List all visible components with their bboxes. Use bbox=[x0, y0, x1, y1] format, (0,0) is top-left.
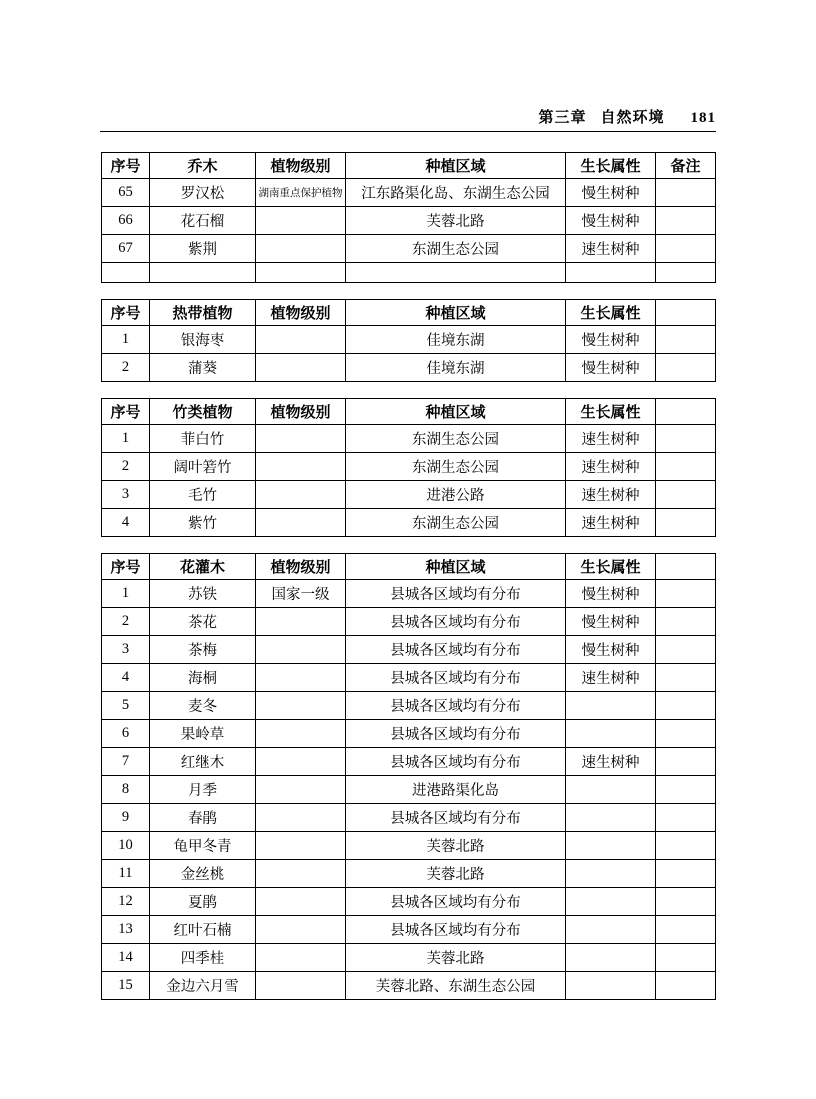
table-cell bbox=[656, 425, 716, 453]
table-cell: 速生树种 bbox=[566, 664, 656, 692]
table-cell bbox=[256, 692, 346, 720]
table-cell bbox=[656, 776, 716, 804]
table-cell: 芙蓉北路、东湖生态公园 bbox=[346, 972, 566, 1000]
table-cell: 县城各区域均有分布 bbox=[346, 636, 566, 664]
table-cell bbox=[656, 832, 716, 860]
table-cell bbox=[566, 720, 656, 748]
table-cell bbox=[256, 860, 346, 888]
table-cell: 2 bbox=[102, 453, 150, 481]
table-row bbox=[102, 804, 716, 832]
header-row bbox=[102, 399, 716, 425]
column-header: 生长属性 bbox=[566, 153, 656, 179]
table-row bbox=[102, 916, 716, 944]
table-cell: 速生树种 bbox=[566, 481, 656, 509]
table-cell: 果岭草 bbox=[150, 720, 256, 748]
table-cell: 东湖生态公园 bbox=[346, 453, 566, 481]
table-cell bbox=[256, 776, 346, 804]
table-cell: 紫荆 bbox=[150, 235, 256, 263]
table-cell: 66 bbox=[102, 207, 150, 235]
table-cell: 慢生树种 bbox=[566, 608, 656, 636]
table-cell: 2 bbox=[102, 354, 150, 382]
column-header: 序号 bbox=[102, 399, 150, 425]
column-header: 备注 bbox=[656, 153, 716, 179]
column-header: 植物级别 bbox=[256, 399, 346, 425]
column-header: 序号 bbox=[102, 153, 150, 179]
table-cell bbox=[566, 860, 656, 888]
table-cell: 6 bbox=[102, 720, 150, 748]
table-row bbox=[102, 481, 716, 509]
table-cell: 春鹃 bbox=[150, 804, 256, 832]
table-cell bbox=[656, 453, 716, 481]
table-cell bbox=[256, 207, 346, 235]
table-cell: 进港路渠化岛 bbox=[346, 776, 566, 804]
table-cell bbox=[656, 263, 716, 283]
table-cell: 芙蓉北路 bbox=[346, 860, 566, 888]
table-cell: 夏鹃 bbox=[150, 888, 256, 916]
table-cell bbox=[566, 832, 656, 860]
table-cell bbox=[566, 944, 656, 972]
table-cell bbox=[256, 888, 346, 916]
table-cell: 红叶石楠 bbox=[150, 916, 256, 944]
table-cell bbox=[566, 804, 656, 832]
table-row bbox=[102, 453, 716, 481]
table-cell: 9 bbox=[102, 804, 150, 832]
table-row bbox=[102, 263, 716, 283]
table-cell: 速生树种 bbox=[566, 509, 656, 537]
table-cell bbox=[566, 263, 656, 283]
table-cell: 1 bbox=[102, 425, 150, 453]
table-cell: 3 bbox=[102, 636, 150, 664]
table-cell: 四季桂 bbox=[150, 944, 256, 972]
table-cell: 茶梅 bbox=[150, 636, 256, 664]
table-row bbox=[102, 207, 716, 235]
table-cell: 县城各区域均有分布 bbox=[346, 692, 566, 720]
column-header: 植物级别 bbox=[256, 554, 346, 580]
column-header: 序号 bbox=[102, 300, 150, 326]
column-header: 植物级别 bbox=[256, 153, 346, 179]
table-cell bbox=[256, 509, 346, 537]
table-cell: 龟甲冬青 bbox=[150, 832, 256, 860]
table-cell: 10 bbox=[102, 832, 150, 860]
table-cell: 12 bbox=[102, 888, 150, 916]
table-row bbox=[102, 888, 716, 916]
table-cell bbox=[256, 263, 346, 283]
table-cell bbox=[656, 580, 716, 608]
table-row bbox=[102, 748, 716, 776]
header-row bbox=[102, 300, 716, 326]
table-row bbox=[102, 608, 716, 636]
table-cell: 慢生树种 bbox=[566, 326, 656, 354]
table-cell: 麦冬 bbox=[150, 692, 256, 720]
table-cell bbox=[256, 354, 346, 382]
table-cell: 佳境东湖 bbox=[346, 326, 566, 354]
table-cell: 毛竹 bbox=[150, 481, 256, 509]
table-cell bbox=[566, 888, 656, 916]
table-cell bbox=[256, 748, 346, 776]
table-cell: 紫竹 bbox=[150, 509, 256, 537]
column-header: 热带植物 bbox=[150, 300, 256, 326]
table-cell: 县城各区域均有分布 bbox=[346, 916, 566, 944]
table-cell bbox=[566, 776, 656, 804]
table-cell: 东湖生态公园 bbox=[346, 235, 566, 263]
table-cell: 县城各区域均有分布 bbox=[346, 580, 566, 608]
plant-table-2 bbox=[101, 398, 716, 537]
column-header bbox=[656, 554, 716, 580]
table-cell bbox=[256, 481, 346, 509]
column-header: 种植区域 bbox=[346, 554, 566, 580]
table-cell: 5 bbox=[102, 692, 150, 720]
table-cell: 1 bbox=[102, 580, 150, 608]
page-number: 181 bbox=[690, 110, 716, 126]
table-cell: 蒲葵 bbox=[150, 354, 256, 382]
table-cell bbox=[256, 944, 346, 972]
table-cell bbox=[150, 263, 256, 283]
table-cell: 慢生树种 bbox=[566, 179, 656, 207]
table-row bbox=[102, 860, 716, 888]
column-header: 生长属性 bbox=[566, 300, 656, 326]
table-cell: 苏铁 bbox=[150, 580, 256, 608]
table-cell: 4 bbox=[102, 664, 150, 692]
table-cell: 湖南重点保护植物 bbox=[256, 179, 346, 207]
table-cell bbox=[656, 720, 716, 748]
table-cell bbox=[256, 916, 346, 944]
table-row bbox=[102, 425, 716, 453]
table-cell bbox=[256, 425, 346, 453]
table-cell: 县城各区域均有分布 bbox=[346, 888, 566, 916]
tables-container bbox=[101, 152, 715, 1016]
table-cell: 县城各区域均有分布 bbox=[346, 804, 566, 832]
table-cell bbox=[656, 748, 716, 776]
table-cell: 县城各区域均有分布 bbox=[346, 720, 566, 748]
plant-table-1 bbox=[101, 299, 716, 382]
table-cell bbox=[346, 263, 566, 283]
table-cell bbox=[256, 972, 346, 1000]
table-cell bbox=[656, 179, 716, 207]
table-cell bbox=[102, 263, 150, 283]
table-cell bbox=[656, 509, 716, 537]
table-cell: 速生树种 bbox=[566, 235, 656, 263]
table-cell bbox=[256, 453, 346, 481]
column-header: 种植区域 bbox=[346, 300, 566, 326]
table-cell bbox=[256, 235, 346, 263]
table-cell: 慢生树种 bbox=[566, 207, 656, 235]
table-row bbox=[102, 972, 716, 1000]
plant-table-0 bbox=[101, 152, 716, 283]
table-cell: 茶花 bbox=[150, 608, 256, 636]
table-cell bbox=[656, 664, 716, 692]
table-row bbox=[102, 509, 716, 537]
table-cell: 芙蓉北路 bbox=[346, 832, 566, 860]
header-rule bbox=[100, 131, 716, 132]
table-cell bbox=[256, 608, 346, 636]
table-cell: 速生树种 bbox=[566, 748, 656, 776]
table-cell: 菲白竹 bbox=[150, 425, 256, 453]
table-cell bbox=[656, 481, 716, 509]
table-cell bbox=[256, 832, 346, 860]
table-cell: 金边六月雪 bbox=[150, 972, 256, 1000]
table-row bbox=[102, 354, 716, 382]
header-row bbox=[102, 153, 716, 179]
table-cell bbox=[656, 608, 716, 636]
table-cell bbox=[656, 972, 716, 1000]
table-cell: 县城各区域均有分布 bbox=[346, 664, 566, 692]
table-cell: 7 bbox=[102, 748, 150, 776]
column-header: 序号 bbox=[102, 554, 150, 580]
table-cell bbox=[656, 944, 716, 972]
page-header bbox=[100, 106, 716, 127]
chapter-title: 自然环境 bbox=[600, 110, 665, 126]
table-cell bbox=[256, 720, 346, 748]
table-cell bbox=[566, 692, 656, 720]
table-row bbox=[102, 326, 716, 354]
column-header bbox=[656, 300, 716, 326]
table-cell: 芙蓉北路 bbox=[346, 207, 566, 235]
table-cell bbox=[256, 804, 346, 832]
column-header: 种植区域 bbox=[346, 153, 566, 179]
table-cell: 红继木 bbox=[150, 748, 256, 776]
column-header: 生长属性 bbox=[566, 399, 656, 425]
table-cell: 65 bbox=[102, 179, 150, 207]
table-cell: 罗汉松 bbox=[150, 179, 256, 207]
column-header: 生长属性 bbox=[566, 554, 656, 580]
table-row bbox=[102, 179, 716, 207]
table-cell bbox=[256, 664, 346, 692]
table-cell: 县城各区域均有分布 bbox=[346, 748, 566, 776]
table-cell bbox=[566, 972, 656, 1000]
table-cell: 1 bbox=[102, 326, 150, 354]
table-cell: 银海枣 bbox=[150, 326, 256, 354]
column-header: 竹类植物 bbox=[150, 399, 256, 425]
table-cell: 慢生树种 bbox=[566, 580, 656, 608]
table-cell: 阔叶箬竹 bbox=[150, 453, 256, 481]
table-cell: 县城各区域均有分布 bbox=[346, 608, 566, 636]
table-row bbox=[102, 720, 716, 748]
table-cell: 速生树种 bbox=[566, 425, 656, 453]
table-cell bbox=[656, 916, 716, 944]
table-cell: 13 bbox=[102, 916, 150, 944]
table-cell bbox=[656, 804, 716, 832]
table-cell: 东湖生态公园 bbox=[346, 509, 566, 537]
table-cell bbox=[656, 207, 716, 235]
table-cell: 月季 bbox=[150, 776, 256, 804]
table-cell bbox=[656, 692, 716, 720]
table-cell: 14 bbox=[102, 944, 150, 972]
table-row bbox=[102, 235, 716, 263]
table-cell: 2 bbox=[102, 608, 150, 636]
table-cell bbox=[656, 860, 716, 888]
table-cell bbox=[256, 636, 346, 664]
table-cell bbox=[656, 235, 716, 263]
column-header: 乔木 bbox=[150, 153, 256, 179]
table-cell: 金丝桃 bbox=[150, 860, 256, 888]
table-cell: 花石榴 bbox=[150, 207, 256, 235]
table-cell: 15 bbox=[102, 972, 150, 1000]
table-cell: 慢生树种 bbox=[566, 354, 656, 382]
table-cell bbox=[566, 916, 656, 944]
table-row bbox=[102, 776, 716, 804]
table-cell bbox=[656, 326, 716, 354]
table-cell: 67 bbox=[102, 235, 150, 263]
column-header: 植物级别 bbox=[256, 300, 346, 326]
table-cell: 速生树种 bbox=[566, 453, 656, 481]
table-row bbox=[102, 692, 716, 720]
table-row bbox=[102, 944, 716, 972]
table-cell: 国家一级 bbox=[256, 580, 346, 608]
table-cell: 8 bbox=[102, 776, 150, 804]
table-cell: 慢生树种 bbox=[566, 636, 656, 664]
table-row bbox=[102, 580, 716, 608]
column-header bbox=[656, 399, 716, 425]
column-header: 种植区域 bbox=[346, 399, 566, 425]
table-cell: 江东路渠化岛、东湖生态公园 bbox=[346, 179, 566, 207]
table-cell: 11 bbox=[102, 860, 150, 888]
table-cell bbox=[656, 636, 716, 664]
table-cell: 芙蓉北路 bbox=[346, 944, 566, 972]
table-cell bbox=[656, 354, 716, 382]
table-cell: 佳境东湖 bbox=[346, 354, 566, 382]
table-cell: 东湖生态公园 bbox=[346, 425, 566, 453]
table-cell: 海桐 bbox=[150, 664, 256, 692]
table-cell bbox=[256, 326, 346, 354]
plant-table-3 bbox=[101, 553, 716, 1000]
table-row bbox=[102, 664, 716, 692]
table-cell: 4 bbox=[102, 509, 150, 537]
table-row bbox=[102, 832, 716, 860]
header-row bbox=[102, 554, 716, 580]
table-cell bbox=[656, 888, 716, 916]
table-cell: 3 bbox=[102, 481, 150, 509]
column-header: 花灌木 bbox=[150, 554, 256, 580]
table-cell: 进港公路 bbox=[346, 481, 566, 509]
chapter-label: 第三章 bbox=[538, 110, 587, 126]
table-row bbox=[102, 636, 716, 664]
